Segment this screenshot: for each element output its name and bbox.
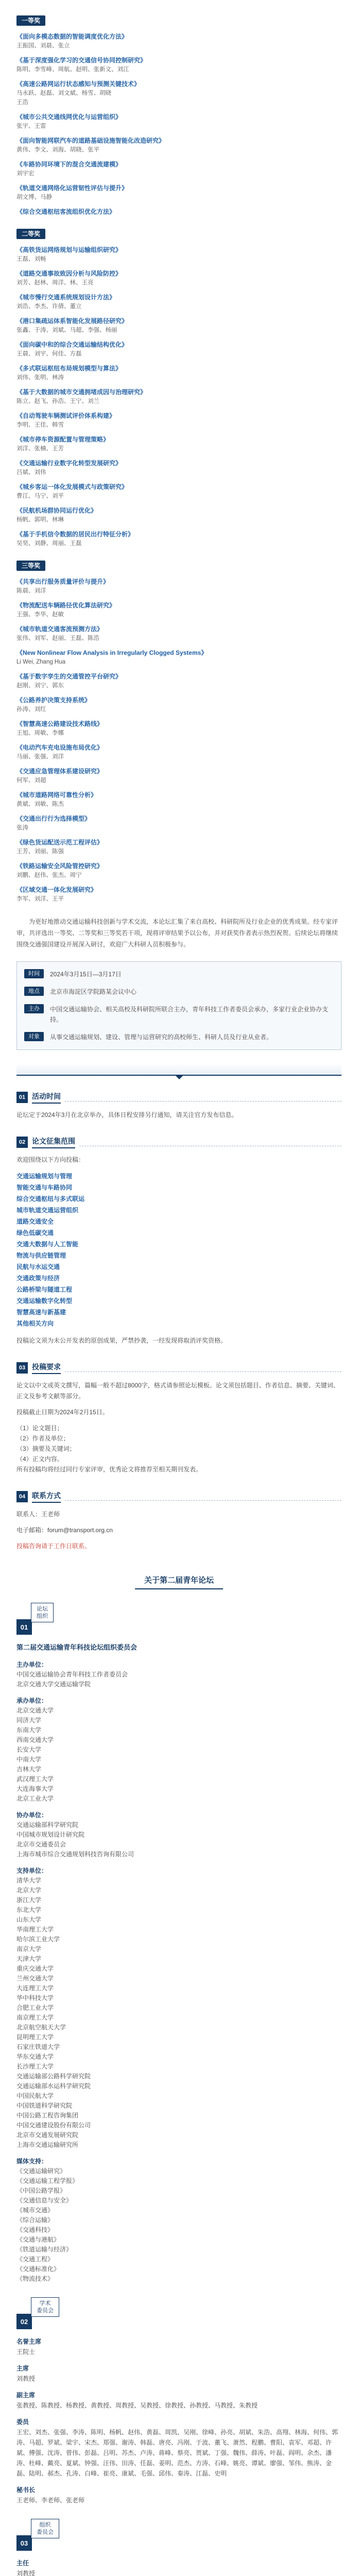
award-authors: 王芳、刘丽、陈强	[16, 849, 64, 855]
org-name: 合肥工业大学	[16, 2004, 54, 2011]
award-group	[16, 561, 342, 904]
award-item	[16, 743, 342, 761]
role-members: 张教授、陈教授、杨教授、黄教授、周教授、吴教授、徐教授、孙教授、马教授、朱教授	[16, 2402, 258, 2409]
org-name: 长沙理工大学	[16, 2063, 54, 2070]
org-name: 石家庄铁道大学	[16, 2043, 60, 2050]
award-authors: 张伟、刘军、赵丽、王磊、陈浩	[16, 635, 99, 641]
award-title: 《车路协同环境下的混合交通流建模》	[16, 161, 122, 168]
award-item	[16, 459, 342, 477]
part-title: 第二届交通运输青年科技论坛组织委员会	[16, 1643, 138, 1651]
award-authors: 吕斌、刘伟	[16, 469, 46, 476]
section-header	[16, 1091, 342, 1104]
topic-item: 交通政策与经济	[16, 1275, 60, 1282]
sections-container	[16, 1091, 342, 1552]
part-label-box	[31, 2519, 59, 2538]
org-name: 武汉理工大学	[16, 1775, 54, 1783]
award-item	[16, 861, 342, 880]
org-name: 天津大学	[16, 1955, 42, 1962]
section-rule	[65, 1500, 342, 1501]
role-members: 王老师、李老师、张老师	[16, 2497, 85, 2504]
role-members: 刘教授	[16, 2375, 36, 2382]
org-name: 《综合运输》	[16, 2216, 54, 2224]
award-authors: 孙涛、刘红	[16, 706, 46, 713]
org-name: 清华大学	[16, 1877, 42, 1884]
org-name: 东北大学	[16, 1906, 42, 1913]
role-caption: 主席	[16, 2365, 29, 2372]
role-caption: 主任	[16, 2560, 29, 2567]
award-title: 《交通出行行为选择模型》	[16, 815, 91, 822]
award-title: 《城市公共交通线网优化与运营组织》	[16, 113, 122, 121]
topic-item: 城市轨道交通运营组织	[16, 1207, 79, 1214]
org-name: 北京交通大学	[16, 1707, 54, 1714]
award-title: 《面向多模态数据的智能调度优化方法》	[16, 33, 128, 40]
award-item	[16, 696, 342, 714]
award-item	[16, 245, 342, 264]
award-title: 《道路交通事故致因分析与风险防控》	[16, 270, 122, 277]
org-name: 《交通标准化》	[16, 2265, 60, 2273]
award-item	[16, 293, 342, 311]
award-item	[16, 364, 342, 382]
org-name: 同济大学	[16, 1717, 42, 1724]
section-paragraph: 电子邮箱：forum@transport.org.cn	[16, 1527, 113, 1534]
org-name: 《城市交通》	[16, 2207, 54, 2214]
section-number: 04	[16, 1491, 28, 1502]
org-name: 大连理工大学	[16, 1985, 54, 1992]
part-header	[16, 2297, 342, 2329]
award-authors: 杨帆、郭明、林琳	[16, 517, 64, 523]
org-name: 北京工业大学	[16, 1795, 54, 1802]
award-item	[16, 79, 342, 107]
part-header	[16, 1603, 342, 1635]
info-text: 中国交通运输协会、相关高校及科研院所联合主办，青年科技工作者委员会承办，多家行业企业协办支持。	[50, 1006, 329, 1023]
org-name: 重庆交通大学	[16, 1965, 54, 1972]
topic-item: 其他相关方向	[16, 1320, 54, 1327]
org-group-label: 协办单位：	[16, 1811, 48, 1819]
part-header	[16, 2519, 342, 2551]
award-title: 《物流配送车辆路径优化算法研究》	[16, 602, 116, 609]
section-paragraph: 欢迎围绕以下方向投稿：	[16, 1156, 85, 1163]
award-item	[16, 387, 342, 406]
org-name: 《物流技术》	[16, 2275, 54, 2282]
award-title: 《基于手机信令数据的居民出行特征分析》	[16, 531, 134, 538]
org-name: 中国交通建设股份有限公司	[16, 2122, 91, 2129]
prize-tag: 二等奖	[16, 229, 45, 239]
topic-item: 智能交通与车路协同	[16, 1184, 73, 1191]
info-text: 2024年3月15日—3月17日	[50, 971, 122, 978]
section-header	[16, 1490, 342, 1503]
role-caption: 副主席	[16, 2392, 36, 2399]
org-name: 浙江大学	[16, 1896, 42, 1904]
part-number: 02	[16, 2314, 32, 2329]
award-authors: 王振国、刘晨、张立	[16, 43, 70, 49]
org-name: 上海市交通运输研究所	[16, 2141, 79, 2148]
info-row	[24, 969, 332, 979]
part-label-line: 委员会	[37, 2308, 54, 2314]
org-name: 北京大学	[16, 1887, 42, 1894]
award-authors: 刘洋、张楠、王芳	[16, 446, 64, 452]
award-authors: 黄斌、刘敏、陈杰	[16, 801, 64, 807]
section-note: 投稿论文须为未公开发表的原创成果，严禁抄袭，一经发现将取消评奖资格。	[16, 1337, 227, 1344]
award-title: 《区域交通一体化发展研究》	[16, 886, 97, 893]
section-number: 01	[16, 1092, 28, 1103]
award-authors: 王磊、刘畅	[16, 256, 46, 262]
info-key: 主办	[24, 1004, 44, 1013]
award-authors: 马丽、张强、刘洋	[16, 754, 64, 760]
org-name: 吉林大学	[16, 1766, 42, 1773]
info-key: 对象	[24, 1032, 44, 1041]
part-label-line: 学术	[39, 2300, 51, 2307]
award-authors: 王旭、周敏、李娜	[16, 730, 64, 736]
award-title: 《城乡客运一体化发展模式与政策研究》	[16, 483, 128, 490]
committee-parts	[16, 1603, 342, 2576]
award-group	[16, 15, 342, 216]
section-header	[16, 1136, 342, 1148]
award-item	[16, 648, 342, 667]
award-title: 《基于深度强化学习的交通信号协同控制研究》	[16, 57, 147, 64]
award-title: 《面向碳中和的综合交通运输结构优化》	[16, 341, 128, 348]
org-name: 昆明理工大学	[16, 2033, 54, 2041]
org-group-label: 媒体支持：	[16, 2158, 48, 2165]
award-title: 《城市慢行交通系统规划设计方法》	[16, 294, 116, 301]
role-caption: 委员	[16, 2418, 29, 2426]
award-authors: 刘鹏、赵伟、张杰、周宁	[16, 872, 82, 878]
award-title: 《城市轨道交通客流预测方法》	[16, 625, 104, 633]
award-item	[16, 207, 342, 216]
org-name: 南京理工大学	[16, 2014, 54, 2021]
info-row	[24, 1004, 332, 1025]
section-title: 联系方式	[32, 1490, 61, 1503]
award-item	[16, 790, 342, 809]
org-name: 华东交通大学	[16, 2053, 54, 2060]
award-item	[16, 136, 342, 155]
org-name: 《交通运输工程学报》	[16, 2177, 79, 2184]
topic-item: 智慧高速与新基建	[16, 1309, 66, 1316]
info-text: 北京市海淀区学院路某会议中心	[50, 988, 137, 995]
org-name: 交通运输部水运科学研究院	[16, 2082, 91, 2090]
org-name: 《中国公路学报》	[16, 2187, 66, 2194]
part-label-line: 组织	[39, 2522, 51, 2528]
info-row	[24, 1032, 332, 1042]
award-item	[16, 577, 342, 596]
info-key: 地点	[24, 987, 44, 996]
award-authors: 陈明、李雪峰、周航、赵明、张新文、刘江	[16, 66, 129, 73]
award-authors: 马永跃、赵磊、刘文斌、杨雪、胡晓	[16, 90, 111, 96]
org-name: 上海市城市综合交通规划科技咨询有限公司	[16, 1851, 134, 1858]
award-authors: 何军、刘超	[16, 777, 46, 784]
award-item	[16, 530, 342, 548]
topic-item: 公路桥梁与隧道工程	[16, 1286, 73, 1293]
award-authors: 陈晨、刘洋	[16, 588, 46, 594]
award-authors: 刘浩、李杰、许倩、董立	[16, 303, 82, 310]
section-divider	[16, 1063, 342, 1076]
award-authors: 王强、李华、赵敏	[16, 612, 64, 618]
award-item	[16, 435, 342, 453]
award-title: 《高速公路网运行状态感知与预测关键技术》	[16, 80, 141, 88]
award-item	[16, 767, 342, 785]
part-label-line: 论坛	[37, 1606, 48, 1612]
section-paragraph: 论坛定于2024年3月在北京举办，具体日程安排另行通知，请关注官方发布信息。	[16, 1111, 238, 1118]
org-name: 南京大学	[16, 1945, 42, 1953]
award-item	[16, 340, 342, 359]
award-item	[16, 506, 342, 524]
section-number: 02	[16, 1137, 28, 1148]
role-caption: 名誉主席	[16, 2338, 42, 2345]
award-title: 《智慧高速公路建设技术路线》	[16, 720, 104, 727]
org-name: 《铁道运输与经济》	[16, 2246, 73, 2253]
section-paragraph: 联系人：王老师	[16, 1511, 60, 1518]
award-authors: 刘宇宏	[16, 171, 35, 177]
award-authors: 曹江、马宁、刘平	[16, 493, 64, 499]
requirement-item: （2）作者及单位；	[16, 1435, 70, 1442]
info-text: 从事交通运输规划、建设、管理与运营研究的高校师生、科研人员及行业从业者。	[50, 1033, 273, 1041]
org-name: 《交通与港航》	[16, 2236, 60, 2243]
award-authors: 王晨、刘宇、何佳、方磊	[16, 351, 82, 357]
org-name: 中国城市规划设计研究院	[16, 1831, 85, 1838]
part-label-line: 委员会	[37, 2529, 54, 2535]
award-title: 《基于大数据的城市交通拥堵成因与治理研究》	[16, 388, 147, 396]
info-key: 时间	[24, 969, 44, 978]
org-name: 中国公路工程咨询集团	[16, 2112, 79, 2119]
award-authors: 李军、刘洋、王平	[16, 896, 64, 902]
award-item	[16, 885, 342, 904]
award-authors: 吴昊、刘静、周丽、王磊	[16, 540, 82, 547]
org-name: 大连海事大学	[16, 1785, 54, 1792]
award-title: 《基于数字孪生的交通管控平台研究》	[16, 673, 122, 680]
second-forum-title: 关于第二届青年论坛	[135, 1574, 223, 1589]
org-name: 长安大学	[16, 1746, 42, 1753]
role-caption: 秘书长	[16, 2486, 36, 2494]
award-authors: 黄伟、李文、刘海、胡晓、张平	[16, 147, 99, 153]
award-title: 《民航机场群协同运行优化》	[16, 507, 97, 514]
section-paragraph: 论文以中文或英文撰写，篇幅一般不超过8000字，格式请参照论坛模板。论文须包括题目、作者信息、摘要、关键词、正文及参考文献等部分。	[16, 1382, 339, 1400]
section-title: 活动时间	[32, 1091, 61, 1104]
award-item	[16, 112, 342, 131]
award-title: 《公路养护决策支持系统》	[16, 697, 91, 704]
award-title: 《港口集疏运体系智能化发展路径研究》	[16, 317, 128, 325]
award-title: 《多式联运枢纽布局规划模型与算法》	[16, 365, 122, 372]
requirement-item: （4）正文内容。	[16, 1455, 63, 1463]
role-members: 刘教授	[16, 2570, 36, 2576]
award-item	[16, 601, 342, 619]
org-name: 《交通工程》	[16, 2256, 54, 2263]
second-forum-header	[16, 1574, 342, 1589]
intro-paragraph: 为更好地推动交通运输科技创新与学术交流，本论坛汇集了来自高校、科研院所及行业企业的优秀成果。经专家评审，共评选出一等奖、二等奖和三等奖若干项，现将评审结果予以公布，并对获奖作者表示热烈祝贺。后续论坛将继续围绕交通强国建设开展深入研讨，欢迎广大科研人员积极参与。	[16, 918, 338, 948]
award-authors: Li Wei, Zhang Hua	[16, 659, 66, 665]
award-title: 《电动汽车充电设施布局优化》	[16, 744, 104, 751]
requirement-item: （1）论文题目；	[16, 1425, 63, 1432]
award-authors: 李明、王佳、韩雪	[16, 422, 64, 428]
award-title: 《绿色货运配送示范工程评估》	[16, 839, 104, 846]
part-label-box	[31, 2297, 59, 2317]
section-note: 所有投稿均将经过同行专家评审，优秀论文将推荐至相关期刊发表。	[16, 1466, 202, 1473]
award-title: 《交通运输行业数字化转型发展研究》	[16, 460, 122, 467]
org-name: 《交通信息与安全》	[16, 2197, 73, 2204]
topic-item: 民航与水运交通	[16, 1263, 60, 1270]
event-info-box	[16, 961, 342, 1050]
org-name: 《交通科技》	[16, 2226, 54, 2233]
prize-tag: 三等奖	[16, 561, 45, 571]
award-item	[16, 838, 342, 856]
award-item	[16, 269, 342, 287]
award-item	[16, 32, 342, 50]
award-authors: 陈立、赵飞、孙浩、王宁、刘兰	[16, 398, 99, 404]
part-number: 03	[16, 2535, 32, 2551]
org-name: 哈尔滨工业大学	[16, 1936, 60, 1943]
award-authors: 张鑫、于涛、刘斌、马超、李强、杨丽	[16, 327, 117, 333]
topic-item: 交通大数据与人工智能	[16, 1241, 79, 1248]
org-name: 华南理工大学	[16, 1926, 54, 1933]
org-name: 西南交通大学	[16, 1736, 54, 1743]
topic-item: 物流与供应链管理	[16, 1252, 66, 1259]
info-row	[24, 987, 332, 997]
section-rule	[65, 1100, 342, 1101]
award-item	[16, 411, 342, 430]
org-name: 北京交通大学交通运输学院	[16, 1681, 91, 1688]
award-title: 《共享出行服务质量评价与提升》	[16, 578, 110, 585]
award-title: 《铁路运输安全风险管控研究》	[16, 862, 104, 870]
org-name: 中南大学	[16, 1756, 42, 1763]
topic-item: 交通运输数字化转型	[16, 1297, 73, 1304]
org-name: 华中科技大学	[16, 1994, 54, 2002]
award-title: 《城市道路网络可靠性分析》	[16, 791, 97, 799]
topic-item: 道路交通安全	[16, 1218, 54, 1225]
award-authors: 胡文博、马静	[16, 194, 52, 200]
topic-item: 综合交通枢纽与多式联运	[16, 1195, 85, 1202]
section-header	[16, 1362, 342, 1374]
chevron-down-icon	[175, 1075, 184, 1079]
award-authors: 刘芳、赵林、周洋、林、王亮	[16, 280, 94, 286]
org-name: 《交通运输研究》	[16, 2167, 66, 2175]
award-authors: 赵刚、刘宁、郭东	[16, 683, 64, 689]
org-name: 北京市交通委员会	[16, 1841, 66, 1848]
org-name: 北京航空航天大学	[16, 2024, 66, 2031]
award-group	[16, 229, 342, 548]
award-authors: 刘伟、张明、林涛	[16, 375, 64, 381]
award-item	[16, 183, 342, 202]
topic-item: 交通运输规划与管理	[16, 1173, 73, 1180]
award-item	[16, 814, 342, 833]
requirement-list	[16, 1423, 342, 1464]
award-title: 《城市停车资源配置与管理策略》	[16, 436, 110, 443]
org-group-label: 主办单位：	[16, 1661, 48, 1668]
org-name: 中国铁道科学研究院	[16, 2102, 73, 2109]
section-title: 论文征集范围	[32, 1136, 75, 1148]
award-item	[16, 316, 342, 335]
org-name: 中国交通运输协会青年科技工作者委员会	[16, 1671, 128, 1678]
org-name: 兰州交通大学	[16, 1975, 54, 1982]
org-name: 交通运输部公路科学研究院	[16, 2073, 91, 2080]
section-number: 03	[16, 1362, 28, 1374]
awards-section	[16, 15, 342, 904]
requirement-item: （3）摘要及关键词；	[16, 1445, 76, 1452]
award-title: 《New Nonlinear Flow Analysis in Irregularly Clogged Systems》	[16, 649, 208, 656]
prize-tag: 一等奖	[16, 15, 45, 26]
org-name: 山东大学	[16, 1916, 42, 1923]
part-label-box	[31, 1603, 54, 1622]
award-title: 《轨道交通网络化运营韧性评估与提升》	[16, 184, 128, 192]
org-group-label: 承办单位：	[16, 1697, 48, 1704]
section-paragraph: 投稿截止日期为2024年2月15日。	[16, 1409, 109, 1416]
award-title: 《面向智能网联汽车的道路基础设施智能化改造研究》	[16, 137, 165, 144]
role-members: 王院士	[16, 2348, 36, 2355]
org-name: 中国民航大学	[16, 2092, 54, 2099]
topic-list	[16, 1171, 342, 1329]
org-name: 交通运输部科学研究院	[16, 1821, 79, 1828]
part-number: 01	[16, 1619, 32, 1635]
award-authors: 张涛	[16, 825, 28, 831]
award-item	[16, 672, 342, 690]
section-title: 投稿要求	[32, 1362, 61, 1374]
section-highlight: 投稿咨询请于工作日联系。	[16, 1543, 91, 1550]
org-name: 东南大学	[16, 1726, 42, 1734]
award-title: 《高铁货运网络规划与运输组织研究》	[16, 246, 122, 253]
award-item	[16, 719, 342, 738]
org-name: 北京市交通发展研究院	[16, 2131, 79, 2139]
topic-item: 绿色低碳交通	[16, 1229, 54, 1236]
award-item	[16, 56, 342, 74]
award-authors: 王浩	[16, 99, 28, 106]
org-group-label: 支持单位：	[16, 1867, 48, 1874]
award-item	[16, 482, 342, 501]
award-title: 《综合交通枢纽客流组织优化方法》	[16, 208, 116, 215]
award-title: 《自动驾驶车辆测试评价体系构建》	[16, 412, 116, 419]
award-item	[16, 160, 342, 178]
section-rule	[79, 1145, 342, 1146]
part-label-line: 组织	[37, 1613, 48, 1619]
role-members: 王宏、刘杰、张强、李涛、陈明、杨帆、赵伟、黄磊、周凯、吴刚、徐峰、孙亮、胡斌、朱浩、高翔、林海、何伟、郭涛、马超、罗斌、梁宇、宋杰、郑强、谢涛、韩磊、唐亮、冯刚、于波、董飞、萧然、程鹏、曹阳、袁军、邓超、许斌、傅强、沈涛、曾伟、彭磊、吕明、苏杰、卢涛、蒋峰、蔡亮、贾斌、丁强、魏伟、薛涛、叶磊、阎明、余杰、潘涛、杜峰、戴亮、夏斌、钟强、汪伟、田涛、任磊、姜明、范杰、方涛、石峰、姚亮、谭斌、廖强、邹伟、熊涛、金磊、陆明、郝杰、孔涛、白峰、崔亮、康斌、毛强、邱伟、秦涛、江磊、史明	[16, 2429, 338, 2477]
section-rule	[65, 1371, 342, 1372]
award-authors: 张宇、王雷	[16, 123, 46, 129]
award-title: 《交通应急管理体系建设研究》	[16, 768, 104, 775]
award-item	[16, 624, 342, 643]
